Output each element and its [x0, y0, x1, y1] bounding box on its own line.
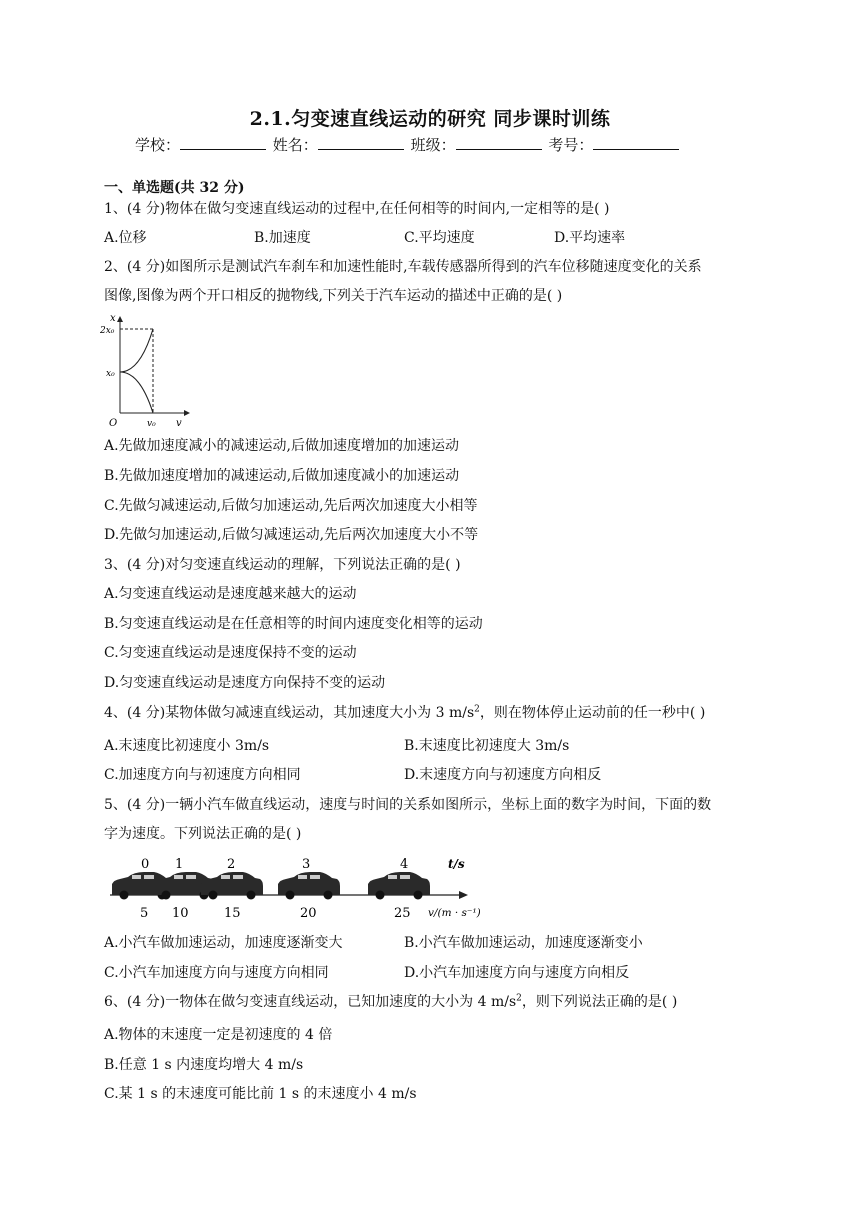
- question-3-option-b[interactable]: B.匀变速直线运动是在任意相等的时间内速度变化相等的运动: [104, 616, 483, 632]
- question-1-option-d[interactable]: D.平均速率: [554, 230, 626, 246]
- speed-label-25: 25: [394, 906, 411, 921]
- name-blank[interactable]: [318, 135, 404, 150]
- question-3-option-d[interactable]: D.匀变速直线运动是速度方向保持不变的运动: [104, 675, 386, 691]
- question-2-option-d[interactable]: D.先做匀加速运动,后做匀减速运动,先后两次加速度大小不等: [104, 527, 479, 543]
- time-label-3: 3: [302, 857, 311, 872]
- question-5-option-a[interactable]: A.小汽车做加速运动，加速度逐渐变大: [104, 935, 343, 951]
- question-2-option-b[interactable]: B.先做加速度增加的减速运动,后做加速度减小的加速运动: [104, 468, 460, 484]
- page-title: 2.1.匀变速直线运动的研究 同步课时训练: [249, 108, 611, 130]
- section-heading: 一、单选题(共 32 分): [104, 180, 245, 196]
- question-4-superscript: 2: [474, 704, 480, 715]
- name-label: 姓名：: [272, 136, 318, 154]
- exam-number-label: 考号：: [548, 136, 594, 154]
- x-axis-label: x: [110, 313, 116, 324]
- speed-label-15: 15: [224, 906, 241, 921]
- question-6-superscript: 2: [516, 993, 522, 1004]
- question-1-option-a[interactable]: A.位移: [104, 230, 147, 246]
- question-6-option-b[interactable]: B.任意 1 s 内速度均增大 4 m/s: [104, 1057, 304, 1073]
- time-axis-label: t/s: [448, 857, 465, 871]
- time-label-0: 0: [141, 857, 150, 872]
- question-4-stem-pre: 4、(4 分)某物体做匀减速直线运动，其加速度大小为 3 m/s: [104, 705, 475, 721]
- class-blank[interactable]: [456, 135, 542, 150]
- tick-label-2x0: 2x₀: [100, 326, 115, 336]
- x-axis-arrow: [117, 316, 123, 322]
- question-1-option-c[interactable]: C.平均速度: [404, 230, 475, 246]
- accelerating-parabola: [120, 329, 153, 372]
- question-1-stem: 1、(4 分)物体在做匀变速直线运动的过程中,在任何相等的时间内,一定相等的是( ): [104, 201, 610, 217]
- car-motion-figure: [108, 853, 493, 923]
- student-info-line: [135, 134, 681, 155]
- question-2-stem-line-2: 图像,图像为两个开口相反的抛物线,下列关于汽车运动的描述中正确的是( ): [104, 288, 563, 304]
- question-5-stem-line-2: 字为速度。下列说法正确的是( ): [104, 826, 302, 842]
- question-2-stem-line-1: 2、(4 分)如图所示是测试汽车刹车和加速性能时,车载传感器所得到的汽车位移随速度变化的关系: [104, 259, 702, 275]
- question-6-option-a[interactable]: A.物体的末速度一定是初速度的 4 倍: [104, 1027, 333, 1043]
- time-label-1: 1: [175, 857, 184, 872]
- origin-label: O: [109, 418, 118, 429]
- exam-number-blank[interactable]: [593, 135, 679, 150]
- class-label: 班级：: [410, 136, 456, 154]
- question-4-option-a[interactable]: A.末速度比初速度小 3m/s: [104, 738, 270, 754]
- speed-label-5: 5: [140, 906, 149, 921]
- speed-label-10: 10: [172, 906, 189, 921]
- question-1-option-b[interactable]: B.加速度: [254, 230, 311, 246]
- question-5-option-d[interactable]: D.小汽车加速度方向与速度方向相反: [404, 965, 630, 981]
- question-4-option-d[interactable]: D.末速度方向与初速度方向相反: [404, 767, 602, 783]
- v-axis-label: v: [176, 418, 182, 429]
- question-5-stem-line-1: 5、(4 分)一辆小汽车做直线运动，速度与时间的关系如图所示，坐标上面的数字为时间，下面的数: [104, 797, 712, 813]
- tick-label-x0: x₀: [106, 369, 115, 379]
- speed-label-20: 20: [300, 906, 317, 921]
- school-blank[interactable]: [180, 135, 266, 150]
- question-2-option-a[interactable]: A.先做加速度减小的减速运动,后做加速度增加的加速运动: [104, 438, 460, 454]
- time-label-2: 2: [227, 857, 236, 872]
- question-4-stem-post: ，则在物体停止运动前的任一秒中( ): [479, 705, 706, 721]
- tick-label-v0: v₀: [147, 419, 156, 429]
- time-label-4: 4: [400, 857, 409, 872]
- question-3-option-c[interactable]: C.匀变速直线运动是速度保持不变的运动: [104, 645, 357, 661]
- question-6-stem: [104, 991, 677, 1011]
- decelerating-parabola: [120, 372, 153, 413]
- question-4-option-c[interactable]: C.加速度方向与初速度方向相同: [104, 767, 301, 783]
- speed-axis-label: v/(m · s⁻¹): [428, 907, 481, 919]
- question-6-stem-post: ，则下列说法正确的是( ): [521, 994, 678, 1010]
- school-label: 学校：: [135, 136, 181, 154]
- position-velocity-graph: [100, 310, 200, 430]
- motion-axis-arrow: [459, 891, 468, 899]
- question-5-option-b[interactable]: B.小汽车做加速运动，加速度逐渐变小: [404, 935, 643, 951]
- question-4-option-b[interactable]: B.末速度比初速度大 3m/s: [404, 738, 570, 754]
- question-6-stem-pre: 6、(4 分)一物体在做匀变速直线运动，已知加速度的大小为 4 m/s: [104, 994, 517, 1010]
- question-4-stem: [104, 702, 705, 722]
- question-3-stem: 3、(4 分)对匀变速直线运动的理解，下列说法正确的是( ): [104, 557, 461, 573]
- question-5-option-c[interactable]: C.小汽车加速度方向与速度方向相同: [104, 965, 329, 981]
- v-axis-arrow: [184, 410, 190, 416]
- question-2-option-c[interactable]: C.先做匀减速运动,后做匀加速运动,先后两次加速度大小相等: [104, 498, 478, 514]
- question-6-option-c[interactable]: C.某 1 s 的末速度可能比前 1 s 的末速度小 4 m/s: [104, 1086, 417, 1102]
- question-3-option-a[interactable]: A.匀变速直线运动是速度越来越大的运动: [104, 586, 357, 602]
